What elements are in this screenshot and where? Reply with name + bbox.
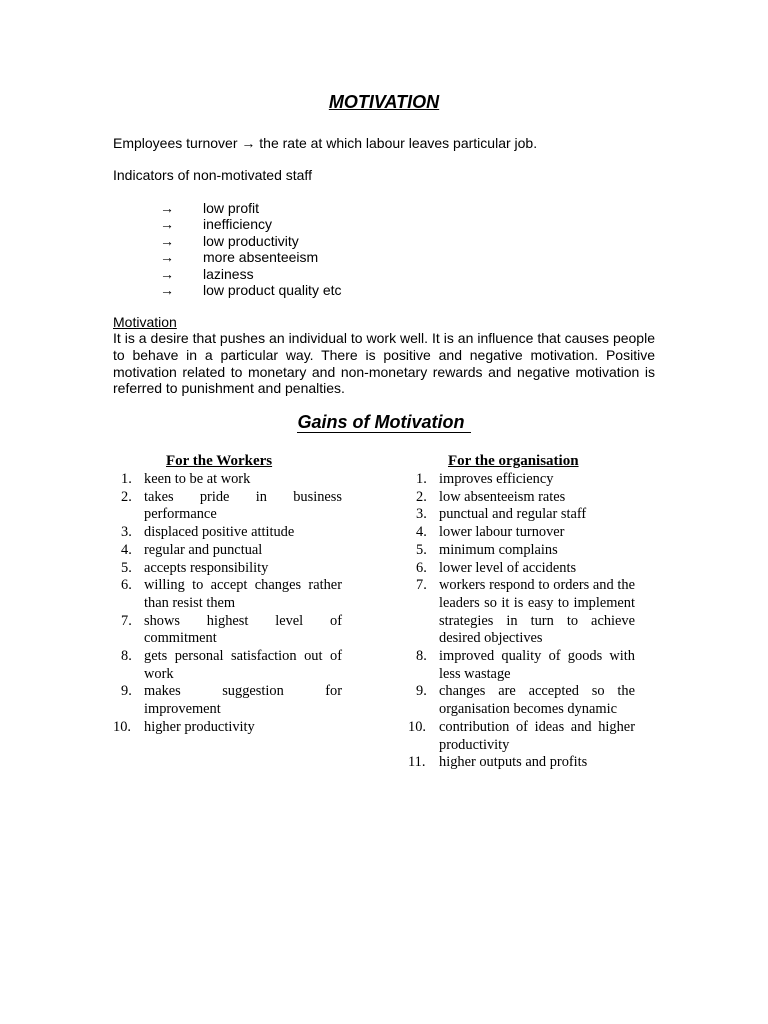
item-text: gets personal satisfaction out of work <box>144 648 342 682</box>
list-item <box>160 200 342 216</box>
arrow-icon: → <box>160 216 174 233</box>
arrow-icon: → <box>160 249 174 266</box>
list-item <box>408 506 635 524</box>
list-item <box>113 648 342 683</box>
item-text: makes suggestion for improvement <box>144 683 342 718</box>
indicator-text: low product quality etc <box>203 282 342 299</box>
workers-heading: For the Workers <box>166 453 273 469</box>
item-text: contribution of ideas and higher productivity <box>439 718 635 753</box>
item-number: 9. <box>121 683 132 700</box>
item-number: 6. <box>416 559 427 576</box>
list-item <box>408 542 635 560</box>
arrow-icon: → <box>160 232 174 249</box>
item-text: improves efficiency <box>439 471 554 487</box>
list-item <box>160 249 342 265</box>
list-item <box>113 489 342 524</box>
item-number: 2. <box>121 488 132 505</box>
item-text: higher productivity <box>144 718 255 735</box>
list-item <box>113 524 342 542</box>
item-text: lower labour turnover <box>439 524 565 541</box>
indicator-text: inefficiency <box>203 216 273 233</box>
turnover-definition: Employees turnover → the rate at which labour leaves particular job. <box>113 135 538 151</box>
indicator-text: low productivity <box>203 232 299 249</box>
list-item <box>113 542 342 560</box>
gains-title-text: Gains of Motivation <box>297 412 470 433</box>
list-item <box>408 754 635 772</box>
item-number: 5. <box>121 559 132 576</box>
indicators-heading: Indicators of non-motivated staff <box>113 167 312 183</box>
item-number: 1. <box>121 471 132 487</box>
item-text: regular and punctual <box>144 541 263 558</box>
item-text: changes are accepted so the organisation becomes dynamic <box>439 683 635 718</box>
list-item <box>113 613 342 648</box>
item-number: 10. <box>408 718 426 735</box>
item-text: workers respond to orders and the leaders so it is easy to implement strategies in turn to achieve desired objectives <box>439 577 635 647</box>
list-item <box>113 577 342 612</box>
item-text: minimum complains <box>439 541 558 558</box>
item-text: takes pride in business performance <box>144 488 342 523</box>
list-item <box>160 216 342 232</box>
list-item <box>408 577 635 648</box>
item-number: 11. <box>408 754 426 771</box>
item-text: shows highest level of commitment <box>144 612 342 647</box>
list-item <box>160 282 342 298</box>
item-text: accepts responsibility <box>144 559 269 576</box>
list-item <box>113 471 342 489</box>
item-number: 8. <box>416 648 427 665</box>
arrow-icon: → <box>160 282 174 299</box>
item-number: 8. <box>121 648 132 665</box>
organisation-benefits-list <box>408 471 635 772</box>
list-item <box>408 471 635 489</box>
item-number: 3. <box>416 506 427 523</box>
item-number: 4. <box>416 524 427 541</box>
list-item <box>160 233 342 249</box>
list-item <box>408 560 635 578</box>
list-item <box>160 266 342 282</box>
list-item <box>408 524 635 542</box>
page-title: MOTIVATION <box>328 92 440 112</box>
arrow-icon: → <box>160 265 174 282</box>
arrow-icon: → <box>160 200 174 216</box>
list-item <box>408 489 635 507</box>
indicator-text: low profit <box>203 200 260 216</box>
motivation-heading: Motivation <box>113 314 177 330</box>
list-item <box>408 719 635 754</box>
item-text: keen to be at work <box>144 471 251 487</box>
item-number: 4. <box>121 541 132 558</box>
list-item <box>113 683 342 718</box>
list-item <box>408 648 635 683</box>
indicator-text: more absenteeism <box>203 249 319 266</box>
item-text: lower level of accidents <box>439 559 577 576</box>
gains-title <box>0 412 768 433</box>
item-text: displaced positive attitude <box>144 524 295 541</box>
organisation-heading: For the organisation <box>448 453 579 469</box>
list-item <box>113 719 342 737</box>
list-item <box>408 683 635 718</box>
item-number: 7. <box>416 577 427 594</box>
list-item <box>113 560 342 578</box>
indicator-text: laziness <box>203 265 254 282</box>
motivation-paragraph: It is a desire that pushes an individual to work well. It is an influence that causes people to behave in a particular way. There is positive and negative motivation. Positive motivation related to monetary and non-monetary rewards and negative motivation is referred to punishment and penalties. <box>113 330 655 397</box>
item-number: 2. <box>416 488 427 505</box>
item-text: improved quality of goods with less wastage <box>439 648 635 682</box>
item-number: 10. <box>113 718 131 735</box>
item-number: 5. <box>416 541 427 558</box>
item-text: willing to accept changes rather than resist them <box>144 577 342 611</box>
item-number: 3. <box>121 524 132 541</box>
item-number: 6. <box>121 577 132 594</box>
item-text: punctual and regular staff <box>439 506 587 523</box>
item-number: 9. <box>416 683 427 700</box>
item-number: 1. <box>416 471 427 487</box>
workers-benefits-list <box>113 471 342 737</box>
item-text: low absenteeism rates <box>439 488 566 505</box>
indicators-list <box>160 200 342 298</box>
item-number: 7. <box>121 612 132 629</box>
item-text: higher outputs and profits <box>439 754 588 771</box>
